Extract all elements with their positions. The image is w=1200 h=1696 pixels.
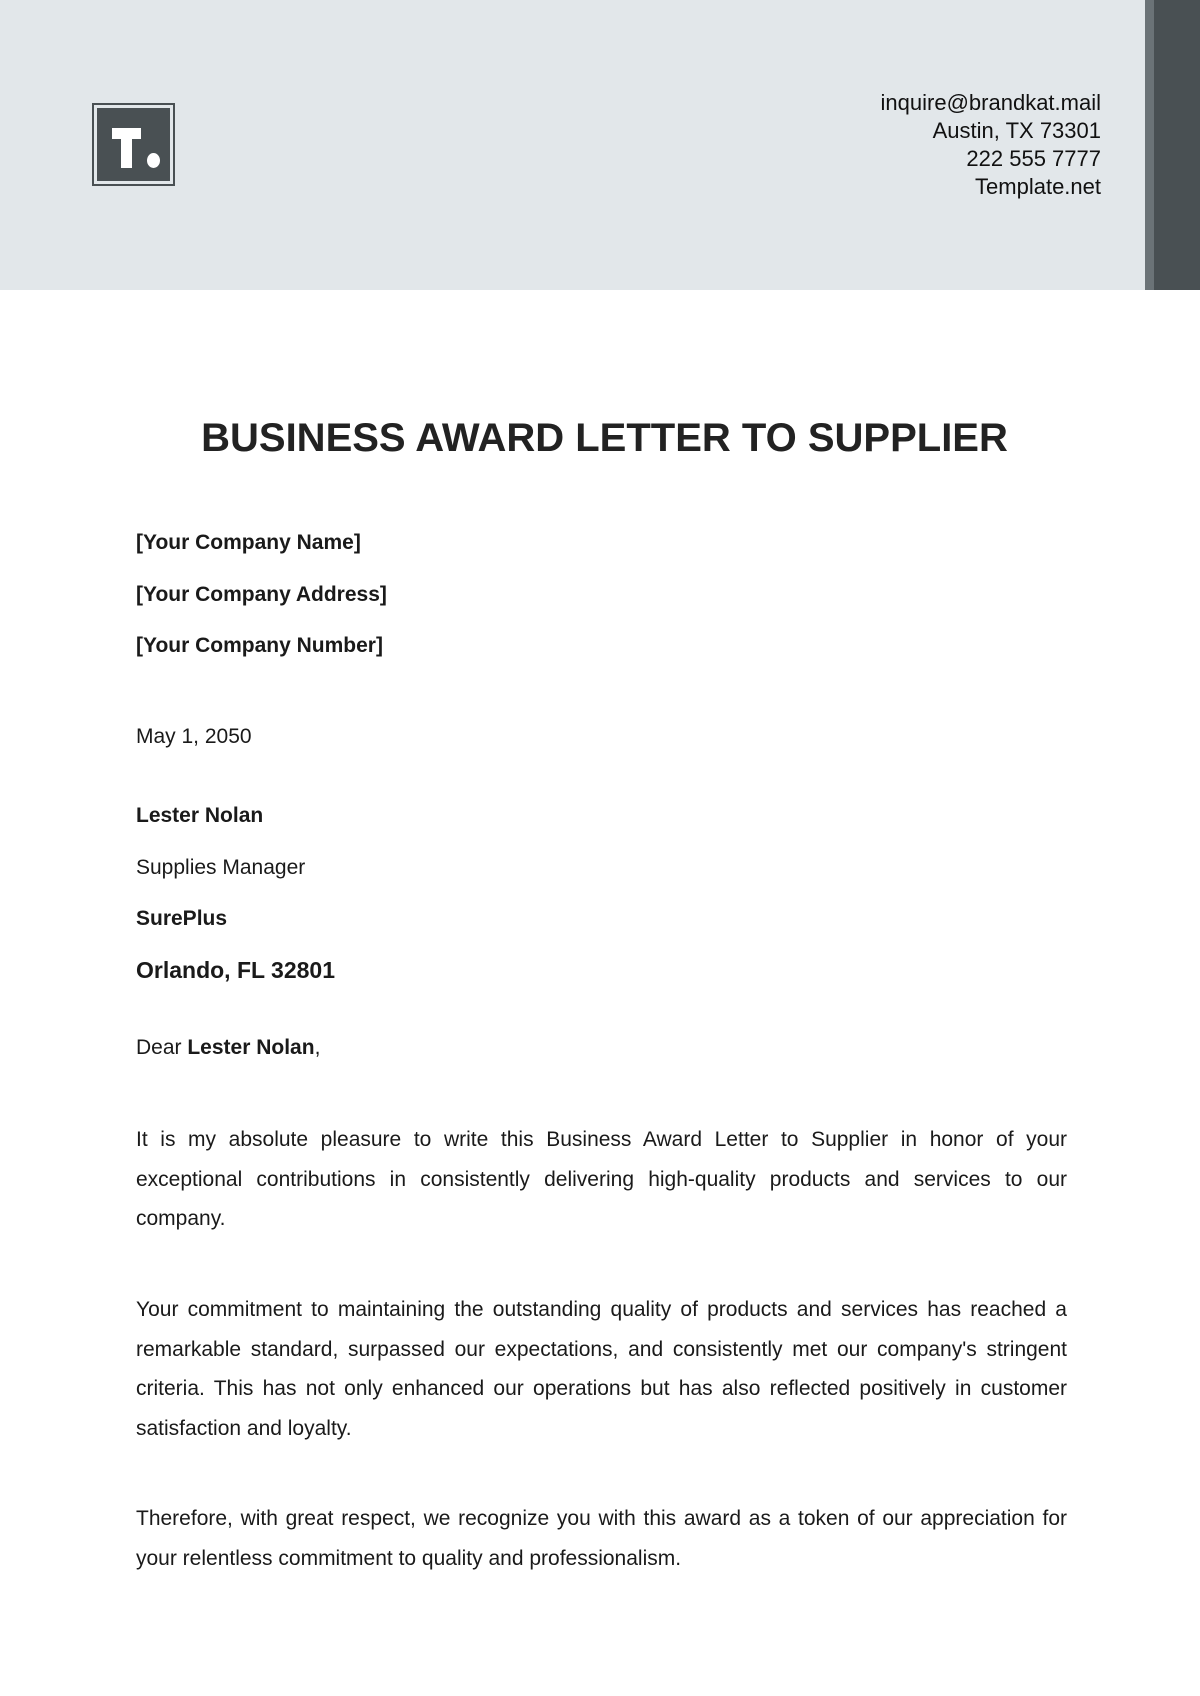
- letterhead: [0, 0, 1200, 290]
- date: May 1, 2050: [136, 725, 252, 748]
- contact-block: [881, 89, 1101, 201]
- recipient-location: Orlando, FL 32801: [136, 957, 335, 983]
- salutation: [136, 1028, 320, 1068]
- paragraph-3: Therefore, with great respect, we recognize you with this award as a token of our appreciation for your relentless commitment to quality and professionalism.: [136, 1507, 1067, 1570]
- sender-number: [Your Company Number]: [136, 634, 383, 657]
- logo: [92, 103, 175, 186]
- recipient-company: SurePlus: [136, 907, 228, 930]
- salutation-prefix: Dear: [136, 1036, 188, 1059]
- recipient-name: Lester Nolan: [136, 804, 264, 827]
- salutation-suffix: ,: [314, 1036, 321, 1059]
- sender-address: [Your Company Address]: [136, 583, 387, 606]
- paragraph-2: Your commitment to maintaining the outstanding quality of products and services has reached a remarkable standard, surpassed our expectations, and consistently met our company's stringent criteria. This has not only enhanced our operations but has also reflected positively in customer satisfaction and loyalty.: [136, 1298, 1067, 1440]
- side-bar: [1154, 0, 1200, 290]
- contact-email: inquire@brandkat.mail: [880, 90, 1101, 115]
- side-stripe: [1145, 0, 1154, 290]
- paragraph-1: It is my absolute pleasure to write this Business Award Letter to Supplier in honor of your exceptional contributions in consistently delivering high-quality products and services to our company.: [136, 1128, 1067, 1230]
- sender-name: [Your Company Name]: [136, 531, 361, 554]
- salutation-name: Lester Nolan: [187, 1036, 315, 1059]
- page-title: BUSINESS AWARD LETTER TO SUPPLIER: [201, 416, 1008, 460]
- contact-address: Austin, TX 73301: [932, 118, 1101, 143]
- contact-phone: 222 555 7777: [966, 146, 1101, 171]
- recipient-role: Supplies Manager: [136, 856, 306, 879]
- contact-website: Template.net: [975, 174, 1101, 199]
